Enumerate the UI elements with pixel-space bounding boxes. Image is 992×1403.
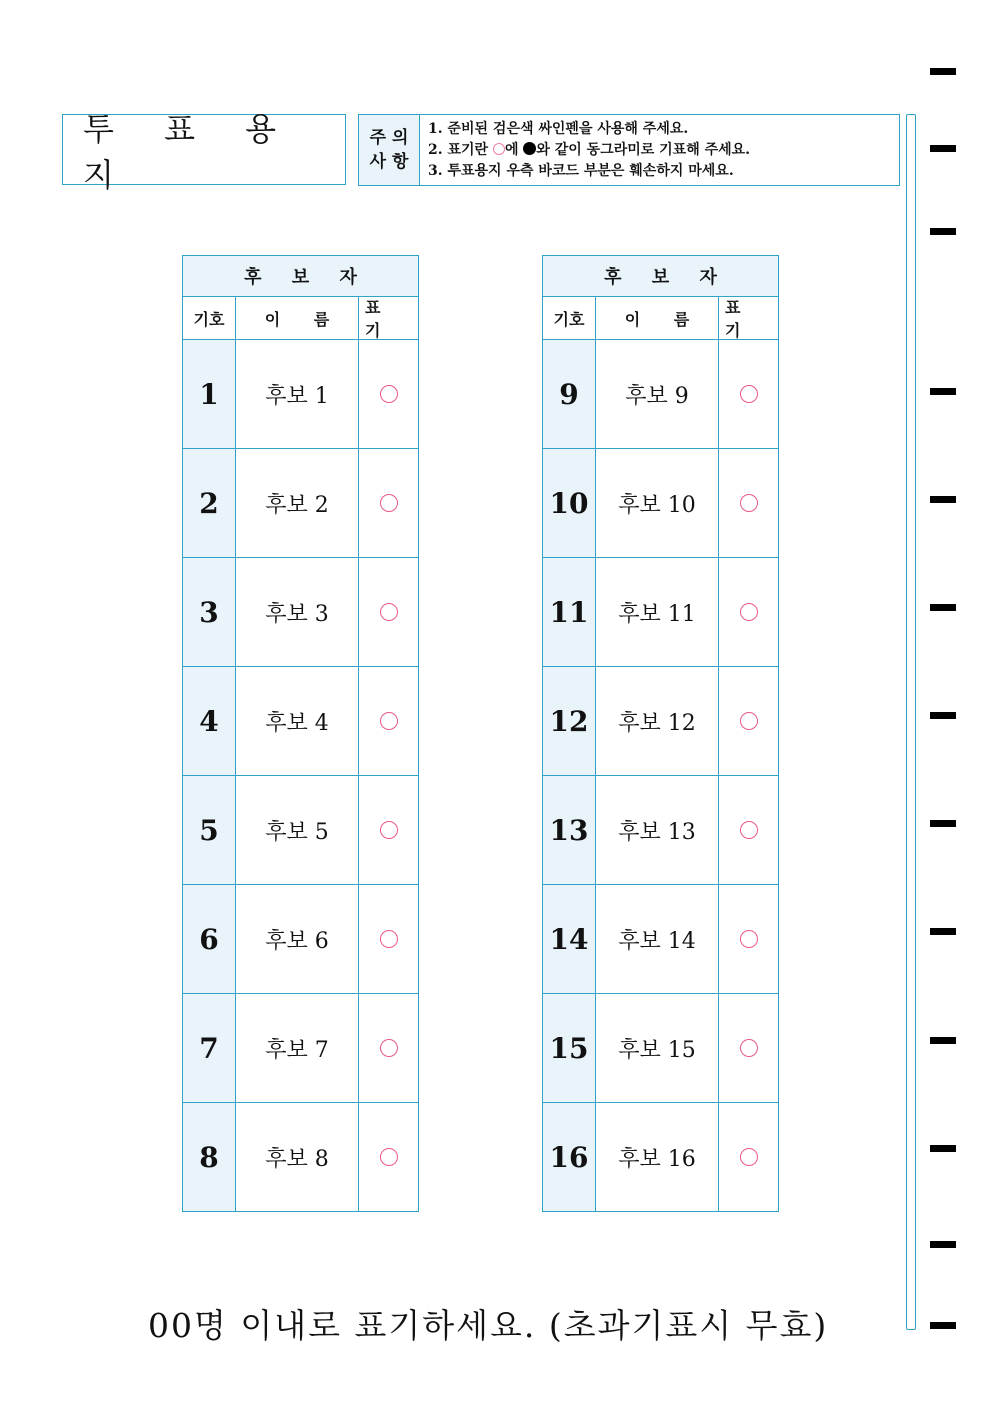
candidate-name: 후보 15 xyxy=(596,994,719,1102)
circle-outline-icon[interactable] xyxy=(740,385,758,403)
circle-outline-icon[interactable] xyxy=(740,603,758,621)
column-number-header: 기호 xyxy=(183,297,236,339)
barcode-tick xyxy=(930,68,956,75)
candidate-row xyxy=(543,667,778,776)
circle-outline-icon[interactable] xyxy=(740,1148,758,1166)
barcode-tick xyxy=(930,1241,956,1248)
candidate-name: 후보 8 xyxy=(236,1103,359,1211)
empty-circle-icon xyxy=(493,143,505,155)
candidate-name: 후보 13 xyxy=(596,776,719,884)
mark-cell[interactable] xyxy=(719,1103,778,1211)
candidate-row xyxy=(543,885,778,994)
mark-cell[interactable] xyxy=(719,449,778,557)
mark-cell[interactable] xyxy=(359,558,418,666)
candidate-number: 7 xyxy=(183,994,236,1102)
circle-outline-icon[interactable] xyxy=(740,930,758,948)
circle-outline-icon[interactable] xyxy=(740,494,758,512)
candidate-number: 11 xyxy=(543,558,596,666)
candidate-row xyxy=(183,558,418,667)
mark-cell[interactable] xyxy=(719,994,778,1102)
candidate-number: 9 xyxy=(543,340,596,448)
column-number-header: 기호 xyxy=(543,297,596,339)
ballot-header: 후 보 자 xyxy=(183,256,418,297)
column-name-header: 이 름 xyxy=(236,297,359,339)
mark-cell[interactable] xyxy=(719,340,778,448)
notice-label-line2: 사 항 xyxy=(369,152,409,172)
candidate-name: 후보 14 xyxy=(596,885,719,993)
column-mark-header: 표 기 xyxy=(365,298,387,340)
circle-outline-icon[interactable] xyxy=(380,930,398,948)
notice-item-2-suffix: 와 같이 동그라미로 기표해 주세요. xyxy=(536,141,751,158)
mark-cell[interactable] xyxy=(719,667,778,775)
ballot-header: 후 보 자 xyxy=(543,256,778,297)
notice-box xyxy=(358,114,900,186)
candidate-number: 13 xyxy=(543,776,596,884)
barcode-tick xyxy=(930,1145,956,1152)
barcode-tick xyxy=(930,388,956,395)
footer-instruction: 00명 이내로 표기하세요. (초과기표시 무효) xyxy=(148,1306,829,1345)
candidate-name: 후보 6 xyxy=(236,885,359,993)
barcode-tick xyxy=(930,928,956,935)
barcode-tick xyxy=(930,604,956,611)
notice-item-2-prefix: 2. 표기란 xyxy=(428,141,489,158)
candidate-number: 1 xyxy=(183,340,236,448)
circle-outline-icon[interactable] xyxy=(380,712,398,730)
ballot-column-headers xyxy=(543,297,778,340)
mark-cell[interactable] xyxy=(359,340,418,448)
mark-cell[interactable] xyxy=(719,885,778,993)
filled-circle-icon xyxy=(523,142,536,155)
mark-cell[interactable] xyxy=(359,885,418,993)
candidate-name: 후보 12 xyxy=(596,667,719,775)
barcode-tick xyxy=(930,145,956,152)
circle-outline-icon[interactable] xyxy=(740,1039,758,1057)
candidate-name: 후보 11 xyxy=(596,558,719,666)
ballot-table-right xyxy=(542,255,779,1212)
notice-item-2-middle: 에 xyxy=(504,141,519,158)
candidate-row xyxy=(183,776,418,885)
candidate-row xyxy=(183,1103,418,1211)
candidate-name: 후보 5 xyxy=(236,776,359,884)
candidate-row xyxy=(543,449,778,558)
notice-item-2 xyxy=(428,140,891,161)
candidate-row xyxy=(183,994,418,1103)
circle-outline-icon[interactable] xyxy=(740,712,758,730)
candidate-row xyxy=(543,1103,778,1211)
candidate-name: 후보 9 xyxy=(596,340,719,448)
candidate-rows xyxy=(543,340,778,1211)
barcode-tick xyxy=(930,496,956,503)
candidate-name: 후보 4 xyxy=(236,667,359,775)
candidate-name: 후보 2 xyxy=(236,449,359,557)
candidate-name: 후보 1 xyxy=(236,340,359,448)
circle-outline-icon[interactable] xyxy=(380,385,398,403)
candidate-number: 10 xyxy=(543,449,596,557)
notice-label-line1: 주 의 xyxy=(369,128,409,148)
candidate-number: 14 xyxy=(543,885,596,993)
mark-cell[interactable] xyxy=(359,667,418,775)
ballot-title: 투 표 용 지 xyxy=(62,114,346,185)
circle-outline-icon[interactable] xyxy=(380,494,398,512)
candidate-number: 15 xyxy=(543,994,596,1102)
notice-items xyxy=(420,115,899,185)
candidate-number: 2 xyxy=(183,449,236,557)
mark-cell[interactable] xyxy=(719,558,778,666)
circle-outline-icon[interactable] xyxy=(740,821,758,839)
barcode-tick xyxy=(930,1322,956,1329)
circle-outline-icon[interactable] xyxy=(380,1148,398,1166)
candidate-row xyxy=(543,558,778,667)
circle-outline-icon[interactable] xyxy=(380,603,398,621)
ballot-table-left xyxy=(182,255,419,1212)
column-mark-header: 표 기 xyxy=(725,298,747,340)
candidate-row xyxy=(543,994,778,1103)
mark-cell[interactable] xyxy=(359,776,418,884)
candidate-number: 12 xyxy=(543,667,596,775)
column-name-header: 이 름 xyxy=(596,297,719,339)
side-barcode-rule xyxy=(906,114,916,1330)
candidate-row xyxy=(543,340,778,449)
mark-cell[interactable] xyxy=(359,449,418,557)
candidate-name: 후보 16 xyxy=(596,1103,719,1211)
notice-label xyxy=(359,115,420,185)
barcode-tick xyxy=(930,712,956,719)
circle-outline-icon[interactable] xyxy=(380,1039,398,1057)
barcode-tick xyxy=(930,228,956,235)
candidate-name: 후보 3 xyxy=(236,558,359,666)
candidate-number: 8 xyxy=(183,1103,236,1211)
candidate-rows xyxy=(183,340,418,1211)
candidate-number: 3 xyxy=(183,558,236,666)
notice-item-3: 3. 투표용지 우측 바코드 부분은 훼손하지 마세요. xyxy=(428,162,734,179)
candidate-number: 5 xyxy=(183,776,236,884)
circle-outline-icon[interactable] xyxy=(380,821,398,839)
mark-cell[interactable] xyxy=(359,994,418,1102)
candidate-row xyxy=(543,776,778,885)
candidate-row xyxy=(183,449,418,558)
candidate-number: 4 xyxy=(183,667,236,775)
candidate-name: 후보 7 xyxy=(236,994,359,1102)
candidate-row xyxy=(183,667,418,776)
barcode-tick xyxy=(930,1037,956,1044)
mark-cell[interactable] xyxy=(359,1103,418,1211)
candidate-number: 16 xyxy=(543,1103,596,1211)
candidate-row xyxy=(183,340,418,449)
candidate-name: 후보 10 xyxy=(596,449,719,557)
barcode-tick xyxy=(930,820,956,827)
candidate-row xyxy=(183,885,418,994)
notice-item-1: 1. 준비된 검은색 싸인펜을 사용해 주세요. xyxy=(428,120,689,137)
candidate-number: 6 xyxy=(183,885,236,993)
mark-cell[interactable] xyxy=(719,776,778,884)
ballot-column-headers xyxy=(183,297,418,340)
